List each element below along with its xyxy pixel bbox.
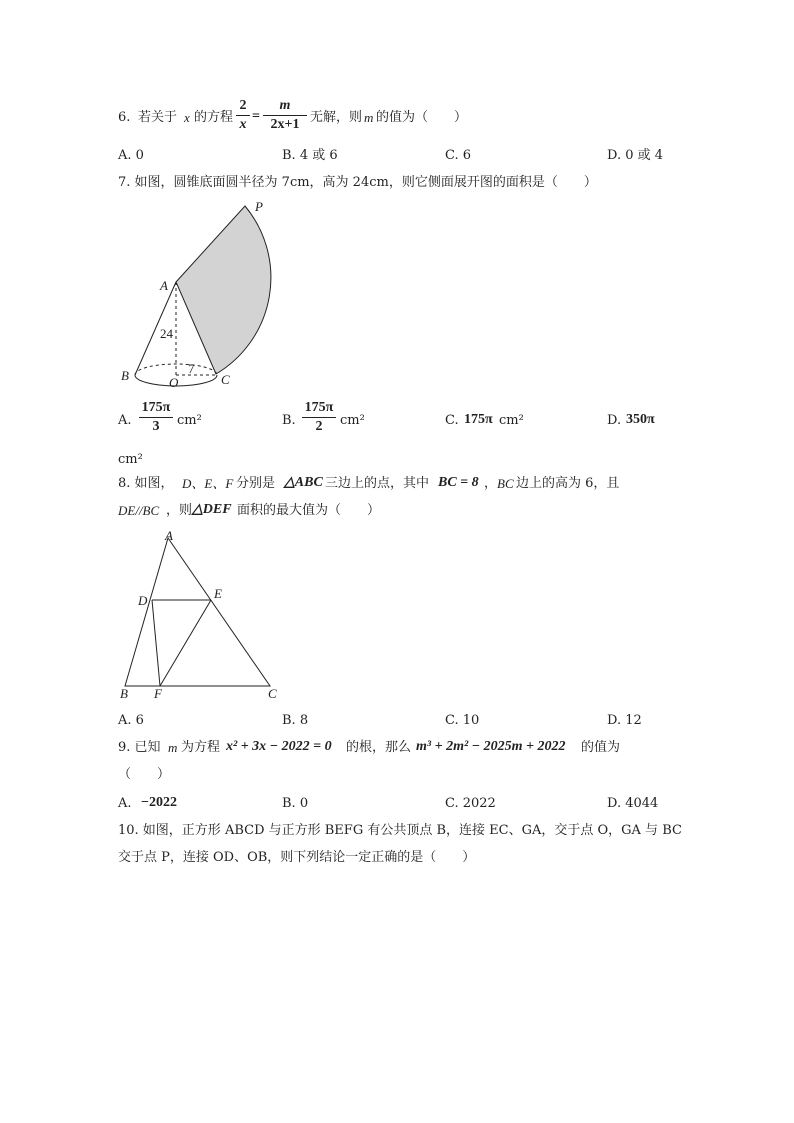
q7-option-c-value: 175π — [464, 412, 493, 427]
q7-option-a-bar — [139, 417, 173, 418]
q8-segment-df — [152, 600, 160, 686]
q7-option-a-letter: A. — [118, 413, 132, 428]
q8-line1-bc: BC — [497, 476, 514, 491]
q7-option-b-bar — [302, 417, 336, 418]
q8-line2-c: 面积的最大值为（ ） — [237, 503, 381, 518]
q6-stem-a: 若关于 — [138, 110, 178, 125]
q9-stem-d: 的值为 — [581, 740, 621, 755]
q7-label-b: B — [121, 368, 129, 383]
q8-triangle-figure — [115, 526, 285, 702]
q7-label-o: O — [169, 375, 179, 390]
q6-frac1-bar — [236, 115, 250, 116]
q7-option-b-letter: B. — [282, 413, 296, 428]
q7-option-b-denominator: 2 — [315, 419, 323, 434]
q8-line1-g: 边上的高为 6，且 — [516, 476, 620, 491]
q6-frac1-numerator: 2 — [239, 98, 247, 113]
q6-number: 6. — [118, 110, 131, 125]
q6-option-c: C. 6 — [445, 148, 472, 163]
q8-line1-a: 8. 如图， — [118, 476, 174, 491]
q9-stem-a: 9. 已知 — [118, 740, 161, 755]
q7-stem: 7. 如图，圆锥底面圆半径为 7cm，高为 24cm，则它侧面展开图的面积是（ ） — [118, 175, 597, 190]
q9-option-d: D. 4044 — [607, 796, 659, 811]
q7-option-b-unit: cm² — [340, 413, 365, 428]
q9-expression: m³ + 2m² − 2025m + 2022 — [416, 739, 566, 754]
q8-label-a: A — [165, 528, 173, 543]
q7-option-d-unit: cm² — [118, 452, 143, 467]
q6-stem-d: 的值为（ ） — [376, 110, 468, 125]
q7-option-d-value: 350π — [626, 412, 655, 427]
q7-label-p: P — [255, 199, 263, 214]
q6-stem-c: 无解，则 — [310, 110, 363, 125]
q6-var-m: m — [364, 110, 374, 125]
q8-option-a: A. 6 — [118, 713, 144, 728]
q9-equation-1: x² + 3x − 2022 = 0 — [226, 739, 332, 754]
q7-label-a: A — [160, 278, 168, 293]
q7-option-b-numerator: 175π — [304, 400, 334, 415]
q6-frac2-bar — [263, 115, 307, 116]
q6-option-a: A. 0 — [118, 148, 144, 163]
q8-triangle-abc: △ABC — [284, 475, 323, 490]
q6-option-d: D. 0 或 4 — [607, 148, 664, 163]
q7-cone-figure — [115, 198, 295, 390]
q7-option-d-letter: D. — [607, 413, 622, 428]
q9-var-m: m — [168, 740, 178, 755]
q7-option-a-unit: cm² — [177, 413, 202, 428]
q6-fraction-2 — [263, 98, 307, 133]
q9-option-c: C. 2022 — [445, 796, 496, 811]
q10-line-1: 10. 如图，正方形 ABCD 与正方形 BEFG 有公共顶点 B，连接 EC、GA，交于点 O，GA 与 BC — [118, 823, 682, 838]
q8-label-d: D — [138, 593, 148, 608]
q8-triangle-abc-shape — [125, 538, 270, 686]
q7-option-a-denominator: 3 — [152, 419, 160, 434]
q9-option-b: B. 0 — [282, 796, 309, 811]
q7-option-a-numerator: 175π — [141, 400, 171, 415]
q8-option-c: C. 10 — [445, 713, 480, 728]
q9-option-a-letter: A. — [118, 796, 132, 811]
q7-label-height: 24 — [160, 326, 173, 341]
q8-option-d: D. 12 — [607, 713, 642, 728]
q6-frac1-denominator: x — [239, 117, 247, 132]
q8-line1-comma: ， — [484, 476, 498, 491]
q9-stem-b: 为方程 — [181, 740, 221, 755]
q6-option-b: B. 4 或 6 — [282, 148, 338, 163]
q8-label-b: B — [120, 686, 128, 701]
q8-label-e: E — [214, 586, 222, 601]
q8-line1-points: D、E、F — [182, 476, 234, 491]
q9-stem-c: 的根，那么 — [346, 740, 412, 755]
q7-option-c-letter: C. — [445, 413, 459, 428]
q6-stem-b: 的方程 — [194, 110, 234, 125]
q7-option-a-fraction — [139, 400, 173, 435]
q10-line-2: 交于点 P，连接 OD、OB，则下列结论一定正确的是（ ） — [118, 850, 476, 865]
q6-equals: = — [252, 109, 260, 124]
q8-line2-b: ，则 — [166, 503, 193, 518]
q8-segment-ef — [160, 600, 211, 686]
q6-var-x: x — [184, 110, 190, 125]
q6-frac2-numerator: m — [279, 98, 291, 113]
q8-option-b: B. 8 — [282, 713, 309, 728]
q9-option-a-value: −2022 — [141, 795, 177, 810]
q8-line2-parallel: DE//BC — [118, 503, 160, 518]
q8-triangle-def: △DEF — [192, 502, 232, 517]
q7-label-c: C — [221, 372, 230, 387]
q7-option-b-fraction — [302, 400, 336, 435]
q8-line1-c: 分别是 — [236, 476, 276, 491]
q8-line1-d: 三边上的点，其中 — [325, 476, 430, 491]
q8-label-f: F — [154, 686, 162, 701]
q7-option-c-unit: cm² — [499, 413, 524, 428]
q8-label-c: C — [268, 686, 277, 701]
q8-bc-equals: BC = 8 — [438, 475, 479, 490]
q6-fraction-1 — [236, 98, 250, 133]
q7-shaded-sector — [176, 206, 271, 374]
q9-answer-paren: （ ） — [118, 767, 171, 782]
q6-frac2-denominator: 2x+1 — [270, 117, 300, 132]
q7-label-radius: 7 — [188, 361, 195, 376]
